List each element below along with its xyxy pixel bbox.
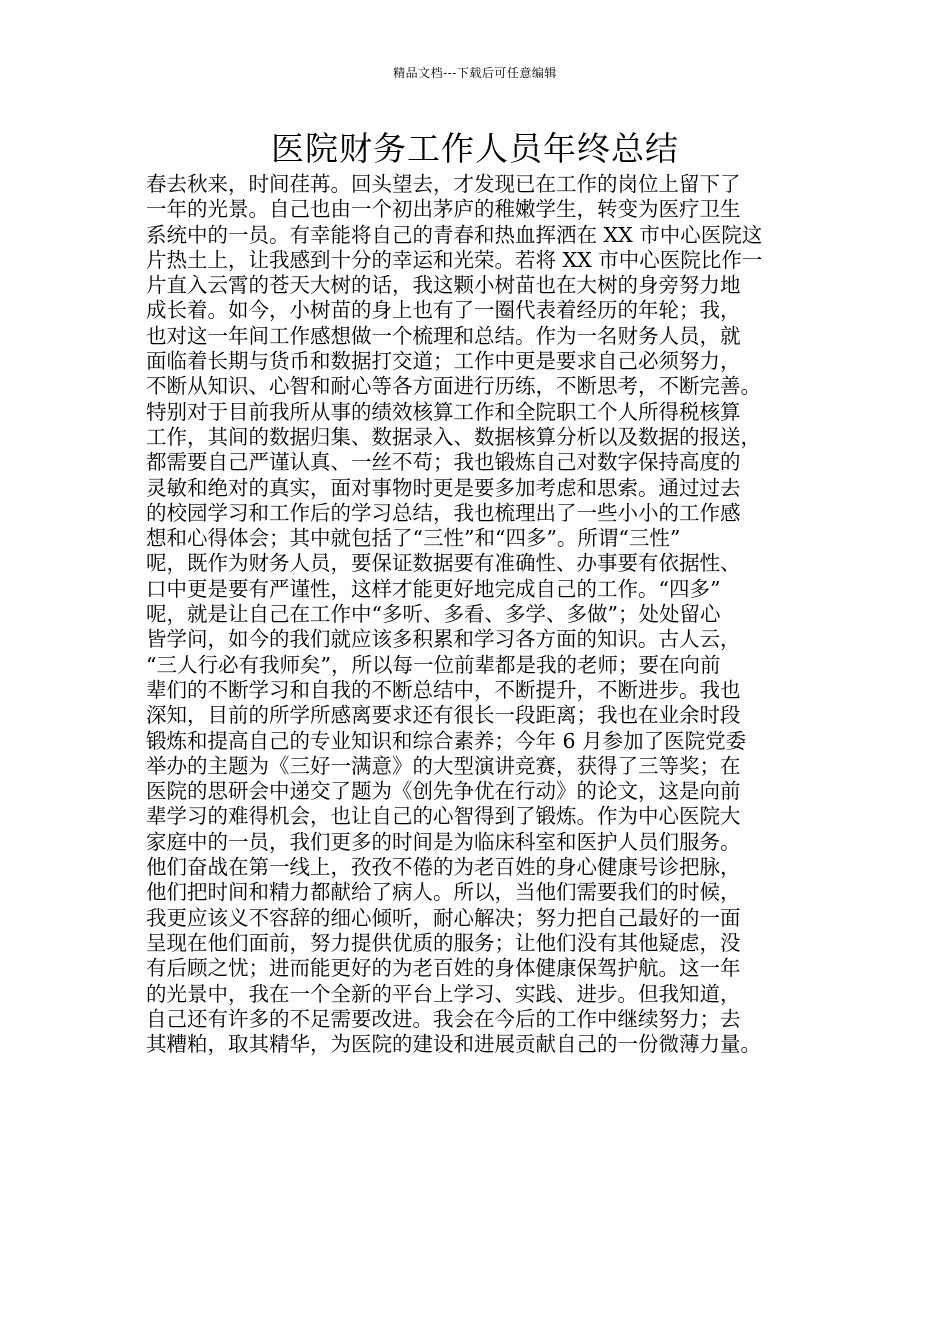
document-title: 医院财务工作人员年终总结: [271, 129, 679, 168]
body-text-line: 呢，既作为财务人员，要保证数据要有准确性、办事要有依据性、: [146, 551, 741, 576]
body-text-line: 都需要自己严谨认真、一丝不苟；我也锻炼自己对数字保持高度的: [146, 450, 741, 475]
body-text-line: 灵敏和绝对的真实，面对事物时更是要多加考虑和思索。通过过去: [146, 475, 741, 500]
body-text-line: 其糟粕，取其精华，为医院的建设和进展贡献自己的一份微薄力量。: [146, 1032, 761, 1057]
body-text-line: 口中更是要有严谨性，这样才能更好地完成自己的工作。“四多”: [146, 576, 721, 601]
body-text-line: 也对这一年间工作感想做一个梳理和总结。作为一名财务人员，就: [146, 323, 741, 348]
body-text-line: 有后顾之忧；进而能更好的为老百姓的身体健康保驾护航。这一年: [146, 956, 741, 981]
body-text-line: “三人行必有我师矣”，所以每一位前辈都是我的老师；要在向前: [146, 652, 721, 677]
body-text-line: 的光景中，我在一个全新的平台上学习、实践、进步。但我知道，: [146, 981, 741, 1006]
body-text-line: 我更应该义不容辞的细心倾听，耐心解决；努力把自己最好的一面: [146, 905, 741, 930]
document-body: [146, 172, 826, 1057]
body-text-line: 春去秋来，时间荏苒。回头望去，才发现已在工作的岗位上留下了: [146, 172, 741, 196]
body-text-line: 成长着。如今，小树苗的身上也有了一圈代表着经历的年轮；我，: [146, 298, 741, 323]
body-text-line: 面临着长期与货币和数据打交道；工作中更是要求自己必须努力，: [146, 349, 741, 374]
body-text-line: 片直入云霄的苍天大树的话，我这颗小树苗也在大树的身旁努力地: [146, 273, 741, 298]
body-text-line: 系统中的一员。有幸能将自己的青春和热血挥洒在 XX 市中心医院这: [146, 222, 763, 247]
body-text-line: 的校园学习和工作后的学习总结，我也梳理出了一些小小的工作感: [146, 500, 741, 525]
body-text-line: 自己还有许多的不足需要改进。我会在今后的工作中继续努力；去: [146, 1006, 741, 1031]
body-text-line: 医院的思研会中递交了题为《创先争优在行动》的论文，这是向前: [146, 779, 741, 804]
body-text-line: 锻炼和提高自己的专业知识和综合素养；今年 6 月参加了医院党委: [146, 728, 747, 753]
body-text-line: 辈学习的难得机会，也让自己的心智得到了锻炼。作为中心医院大: [146, 804, 741, 829]
body-text-line: 他们奋战在第一线上，孜孜不倦的为老百姓的身心健康号诊把脉，: [146, 855, 741, 880]
body-text-line: 一年的光景。自己也由一个初出茅庐的稚嫩学生，转变为医疗卫生: [146, 197, 741, 222]
body-text-line: 家庭中的一员，我们更多的时间是为临床科室和医护人员们服务。: [146, 829, 741, 854]
body-text-line: 特别对于目前我所从事的绩效核算工作和全院职工个人所得税核算: [146, 399, 741, 424]
body-text-line: 工作，其间的数据归集、数据录入、数据核算分析以及数据的报送，: [146, 424, 761, 449]
body-text-line: 不断从知识、心智和耐心等各方面进行历练，不断思考，不断完善。: [146, 374, 761, 399]
page-header-watermark: 精品文档---下载后可任意编辑: [393, 66, 557, 80]
body-text-line: 呢，就是让自己在工作中“多听、多看、多学、多做”；处处留心: [146, 602, 721, 627]
body-text-line: 辈们的不断学习和自我的不断总结中，不断提升，不断进步。我也: [146, 677, 741, 702]
body-text-line: 深知，目前的所学所感离要求还有很长一段距离；我也在业余时段: [146, 703, 741, 728]
body-text-line: 呈现在他们面前，努力提供优质的服务；让他们没有其他疑虑，没: [146, 930, 741, 955]
body-text-line: 片热土上，让我感到十分的幸运和光荣。若将 XX 市中心医院比作一: [146, 247, 763, 272]
body-text-line: 他们把时间和精力都献给了病人。所以，当他们需要我们的时候，: [146, 880, 741, 905]
body-text-line: 举办的主题为《三好一满意》的大型演讲竞赛，获得了三等奖；在: [146, 753, 741, 778]
body-text-line: 想和心得体会；其中就包括了“三性”和“四多”。所谓“三性”: [146, 526, 681, 551]
body-text-line: 皆学问，如今的我们就应该多积累和学习各方面的知识。古人云，: [146, 627, 741, 652]
